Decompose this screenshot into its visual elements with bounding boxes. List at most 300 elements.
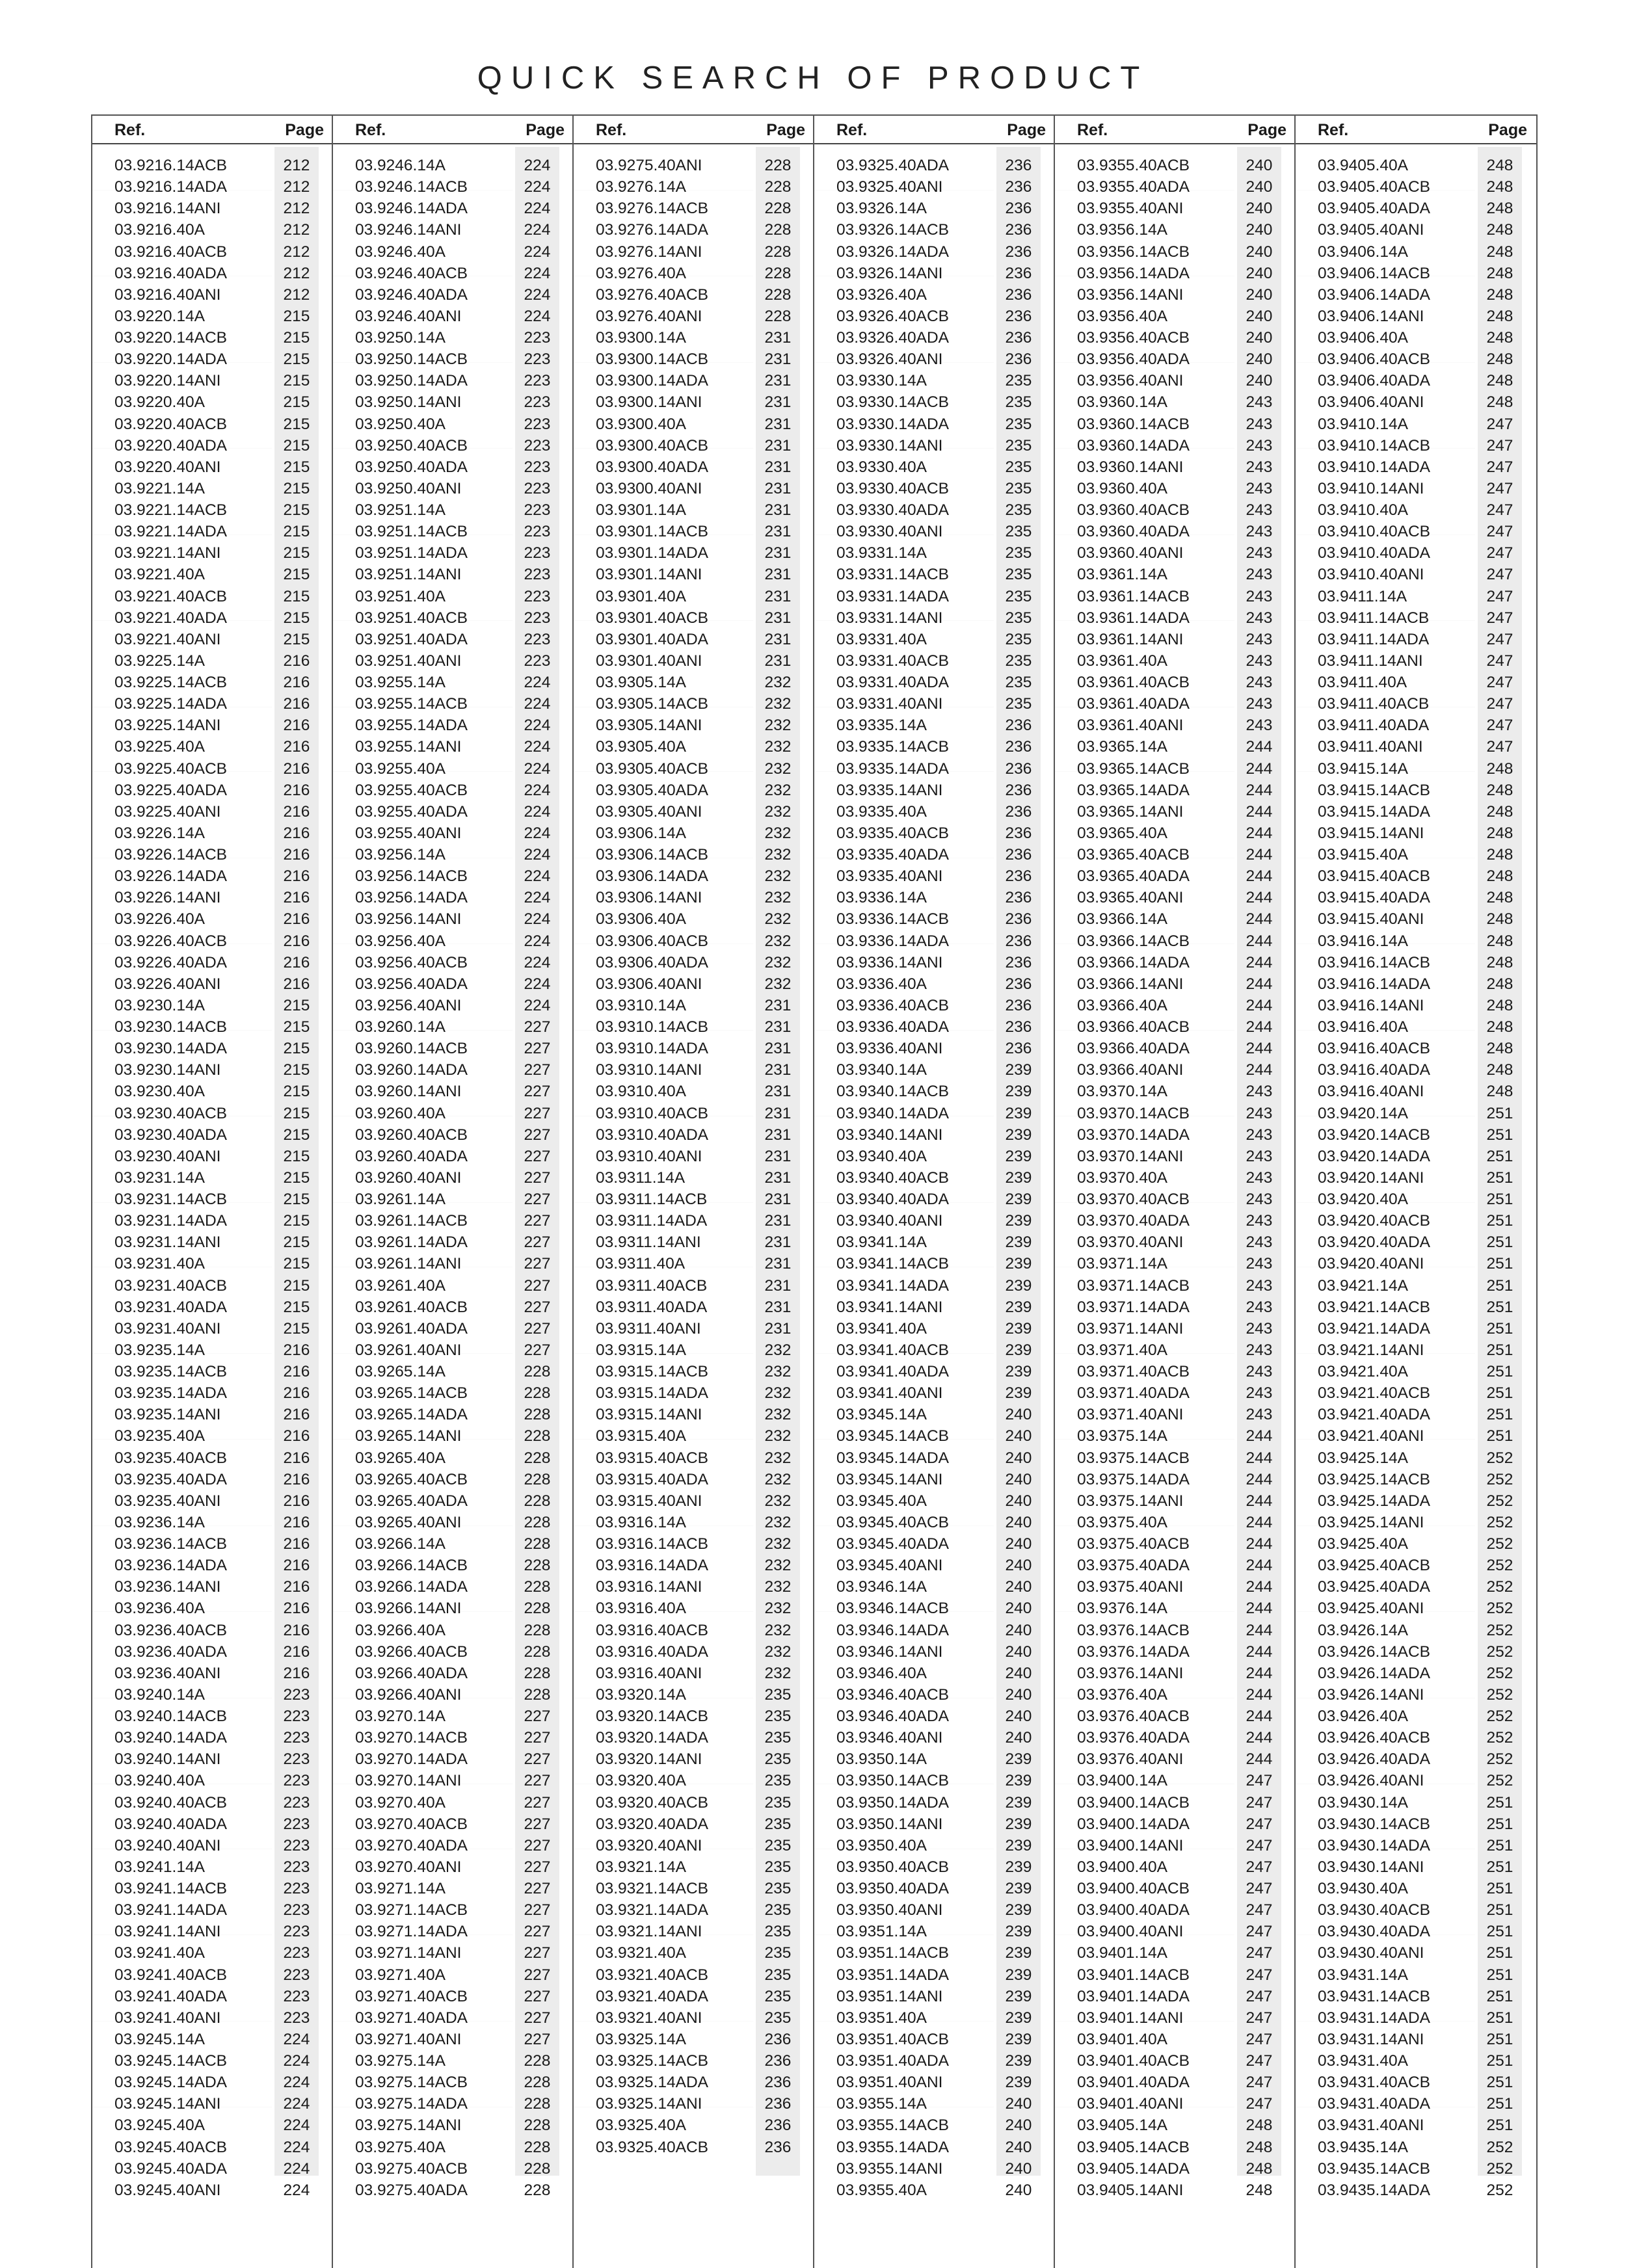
product-ref: 03.9366.40A (1077, 996, 1167, 1014)
cell-divider (1234, 758, 1236, 780)
cell-divider (994, 758, 996, 780)
table-row (1055, 176, 1296, 198)
cell-divider (272, 1124, 274, 1146)
page-number: 247 (1486, 544, 1513, 562)
table-row (1055, 2072, 1296, 2093)
table-row (1055, 1189, 1296, 1210)
product-ref: 03.9320.14A (596, 1685, 686, 1704)
table-row (333, 1210, 574, 1232)
cell-divider (272, 198, 274, 219)
cell-divider (1234, 650, 1236, 672)
cell-divider (513, 1081, 514, 1102)
table-row (574, 1964, 814, 1986)
page-number: 240 (1005, 1708, 1032, 1725)
cell-divider (272, 1835, 274, 1856)
table-row (574, 1361, 814, 1382)
table-row (92, 2072, 333, 2093)
product-ref: 03.9365.14ADA (1077, 781, 1190, 799)
table-row (1055, 1318, 1296, 1339)
cell-divider (513, 2115, 514, 2136)
table-row (1296, 1490, 1536, 1512)
table-row (1296, 1382, 1536, 1404)
page-number: 244 (1246, 1470, 1273, 1488)
cell-divider (1475, 1921, 1477, 1942)
page-number: 243 (1246, 630, 1273, 648)
page-number: 247 (1246, 1858, 1273, 1876)
page-number: 228 (524, 1535, 551, 1553)
table-row (814, 2158, 1055, 2180)
cell-divider (1475, 391, 1477, 413)
product-ref: 03.9366.40ACB (1077, 1018, 1190, 1036)
product-ref: 03.9305.40A (596, 738, 686, 756)
cell-divider (753, 1835, 755, 1856)
page-number: 252 (1486, 1664, 1513, 1682)
page-number: 232 (764, 975, 792, 993)
page-number: 223 (283, 1858, 310, 1876)
page-number: 223 (283, 1966, 310, 1984)
table-row (92, 780, 333, 801)
page-number: 228 (764, 264, 792, 282)
product-ref: 03.9366.14A (1077, 910, 1167, 929)
page-number: 223 (283, 1836, 310, 1854)
product-ref: 03.9240.40ADA (114, 1815, 227, 1833)
page-number: 247 (1486, 501, 1513, 519)
page-number: 224 (524, 243, 551, 261)
table-row (574, 1512, 814, 1533)
product-ref: 03.9336.40ACB (836, 996, 949, 1014)
table-row (814, 995, 1055, 1016)
table-row (1296, 2158, 1536, 2180)
product-ref: 03.9345.40ADA (836, 1535, 949, 1553)
cell-divider (272, 780, 274, 801)
product-ref: 03.9250.40ADA (355, 458, 468, 476)
table-row (814, 435, 1055, 456)
page-number: 235 (1005, 393, 1032, 412)
table-row (1296, 1318, 1536, 1339)
page-number: 228 (524, 1621, 551, 1639)
product-ref: 03.9230.14ANI (114, 1061, 221, 1079)
table-row (814, 306, 1055, 327)
table-row (814, 952, 1055, 973)
cell-divider (753, 1620, 755, 1641)
product-ref: 03.9410.40ANI (1318, 566, 1424, 584)
cell-divider (753, 1469, 755, 1490)
product-ref: 03.9411.14ACB (1318, 609, 1430, 627)
cell-divider (272, 241, 274, 263)
cell-divider (1475, 1878, 1477, 1899)
table-row (574, 1942, 814, 1964)
table-row (1296, 1339, 1536, 1361)
product-ref: 03.9216.14ANI (114, 200, 221, 218)
product-ref: 03.9420.14ANI (1318, 1168, 1424, 1187)
page-number: 228 (524, 2181, 551, 2199)
table-row (92, 306, 333, 327)
cell-divider (1234, 844, 1236, 865)
product-ref: 03.9346.40A (836, 1664, 927, 1682)
page-number: 224 (283, 2116, 310, 2135)
table-row (92, 349, 333, 370)
page-number: 224 (524, 932, 551, 950)
page-number: 216 (283, 1600, 310, 1618)
product-ref: 03.9400.40ACB (1077, 1880, 1190, 1897)
page-number: 243 (1246, 1191, 1273, 1208)
product-ref: 03.9320.14ANI (596, 1750, 702, 1769)
product-ref: 03.9336.14ACB (836, 910, 949, 929)
product-ref: 03.9345.14ACB (836, 1427, 949, 1445)
page-number: 244 (1246, 1664, 1273, 1682)
product-ref: 03.9370.14ACB (1077, 1104, 1190, 1122)
product-ref: 03.9271.14ANI (355, 1944, 462, 1962)
table-row (814, 1576, 1055, 1598)
page-number: 244 (1246, 953, 1273, 971)
product-ref: 03.9311.14A (596, 1168, 686, 1187)
table-row (333, 952, 574, 973)
table-row (1296, 650, 1536, 672)
cell-divider (1475, 2050, 1477, 2072)
table-row (574, 930, 814, 952)
product-ref: 03.9371.14ADA (1077, 1298, 1190, 1316)
page-number: 228 (524, 1664, 551, 1682)
cell-divider (513, 2007, 514, 2029)
page-number: 244 (1246, 889, 1273, 907)
cell-divider (272, 456, 274, 478)
page-number: 239 (1005, 1793, 1032, 1812)
cell-divider (513, 629, 514, 650)
page-number: 247 (1486, 695, 1513, 713)
product-ref: 03.9361.40A (1077, 652, 1167, 670)
product-ref: 03.9426.40ACB (1318, 1729, 1430, 1747)
page-number: 216 (283, 932, 310, 950)
table-row (92, 2158, 333, 2180)
product-ref: 03.9401.40A (1077, 2030, 1167, 2048)
product-ref: 03.9241.40ADA (114, 1987, 227, 2005)
table-row (1296, 1512, 1536, 1533)
cell-divider (1234, 823, 1236, 844)
cell-divider (272, 586, 274, 607)
table-row (1055, 1663, 1296, 1684)
page-number: 231 (764, 1061, 792, 1079)
page-number: 231 (764, 436, 792, 455)
page-number: 236 (1005, 329, 1032, 347)
table-row (92, 2180, 333, 2201)
cell-divider (753, 2137, 755, 2158)
page-number: 240 (1005, 1578, 1032, 1596)
table-row (1055, 1555, 1296, 1576)
product-ref: 03.9316.40A (596, 1600, 686, 1618)
table-row (333, 414, 574, 435)
product-ref: 03.9300.14A (596, 329, 686, 347)
cell-divider (1234, 284, 1236, 306)
page-number: 227 (524, 1126, 551, 1144)
product-ref: 03.9236.40ACB (114, 1621, 227, 1639)
table-row (1055, 1792, 1296, 1813)
cell-divider (1234, 499, 1236, 521)
page-number: 248 (1486, 243, 1513, 261)
cell-divider (994, 198, 996, 219)
product-ref: 03.9415.14A (1318, 759, 1408, 778)
table-row (574, 2007, 814, 2029)
product-ref: 03.9226.14A (114, 824, 205, 842)
page-number: 243 (1246, 1168, 1273, 1187)
product-ref: 03.9406.40ANI (1318, 393, 1424, 412)
page-number: 243 (1246, 1126, 1273, 1144)
page-number: 216 (283, 953, 310, 971)
cell-divider (1234, 1297, 1236, 1318)
cell-divider (753, 564, 755, 585)
product-ref: 03.9416.40ADA (1318, 1061, 1430, 1079)
page-number: 216 (283, 1384, 310, 1403)
table-row (333, 1016, 574, 1038)
table-row (92, 1490, 333, 1512)
product-ref: 03.9270.40A (355, 1793, 446, 1812)
page-number: 227 (524, 1987, 551, 2005)
table-row (1296, 1275, 1536, 1297)
product-ref: 03.9360.40ANI (1077, 544, 1184, 562)
table-row (574, 1490, 814, 1512)
cell-divider (994, 607, 996, 629)
table-row (92, 801, 333, 823)
page-number: 247 (1246, 1880, 1273, 1897)
table-row (814, 1856, 1055, 1878)
cell-divider (1475, 1555, 1477, 1576)
product-ref: 03.9276.40A (596, 264, 686, 282)
page-number: 251 (1486, 2009, 1513, 2027)
table-row (1055, 542, 1296, 564)
page-number: 227 (524, 2009, 551, 2027)
table-row (92, 1964, 333, 1986)
ref-header: Ref. (355, 121, 386, 139)
cell-divider (1234, 176, 1236, 198)
page-number: 235 (764, 1836, 792, 1854)
cell-divider (994, 629, 996, 650)
product-ref: 03.9265.14A (355, 1363, 446, 1380)
cell-divider (1475, 155, 1477, 176)
product-ref: 03.9331.14A (836, 544, 927, 562)
table-row (333, 349, 574, 370)
product-ref: 03.9410.40ADA (1318, 544, 1430, 562)
cell-divider (994, 650, 996, 672)
cell-divider (1475, 1942, 1477, 1964)
cell-divider (272, 1189, 274, 1210)
table-row (333, 564, 574, 585)
table-row (92, 1770, 333, 1791)
page-number: 224 (524, 802, 551, 821)
page-number: 243 (1246, 436, 1273, 455)
table-row (92, 1103, 333, 1124)
product-ref: 03.9360.40A (1077, 479, 1167, 497)
table-row (814, 1361, 1055, 1382)
product-ref: 03.9410.14ACB (1318, 436, 1430, 455)
cell-divider (513, 542, 514, 564)
product-ref: 03.9335.14A (836, 717, 927, 735)
table-row (333, 1297, 574, 1318)
cell-divider (272, 1469, 274, 1490)
table-row (814, 241, 1055, 263)
cell-divider (994, 1469, 996, 1490)
table-row (333, 1469, 574, 1490)
product-ref: 03.9225.14ACB (114, 674, 227, 691)
table-row (333, 1275, 574, 1297)
product-ref: 03.9275.14ACB (355, 2074, 468, 2092)
product-ref: 03.9225.40ADA (114, 781, 227, 799)
table-row (1296, 1533, 1536, 1555)
product-ref: 03.9240.14A (114, 1685, 205, 1704)
page-number: 252 (1486, 1492, 1513, 1510)
table-row (1296, 1964, 1536, 1986)
page-number: 240 (1005, 2138, 1032, 2156)
page-number: 228 (764, 243, 792, 261)
page-number: 212 (283, 264, 310, 282)
table-row (814, 349, 1055, 370)
table-row (814, 1620, 1055, 1641)
cell-divider (1234, 1878, 1236, 1899)
product-ref: 03.9266.40A (355, 1621, 446, 1639)
table-row (92, 1167, 333, 1189)
table-row (814, 219, 1055, 241)
table-row (814, 176, 1055, 198)
product-ref: 03.9431.14ANI (1318, 2030, 1424, 2048)
table-row (1055, 1986, 1296, 2007)
cell-divider (272, 1986, 274, 2007)
table-row (1296, 1146, 1536, 1167)
product-ref: 03.9301.40ANI (596, 652, 702, 670)
page-number: 232 (764, 1578, 792, 1596)
cell-divider (753, 930, 755, 952)
product-ref: 03.9375.14ANI (1077, 1492, 1184, 1510)
table-row (92, 435, 333, 456)
cell-divider (1475, 327, 1477, 349)
page-number: 216 (283, 889, 310, 907)
cell-divider (1234, 155, 1236, 176)
table-row (333, 499, 574, 521)
page-number: 227 (524, 1944, 551, 1962)
page-number: 251 (1486, 1427, 1513, 1445)
product-ref: 03.9316.40ADA (596, 1642, 708, 1661)
cell-divider (753, 2050, 755, 2072)
cell-divider (513, 1964, 514, 1986)
product-ref: 03.9400.14A (1077, 1772, 1167, 1790)
table-row (1055, 1641, 1296, 1663)
page-number: 248 (1486, 1083, 1513, 1101)
cell-divider (1234, 456, 1236, 478)
cell-divider (1234, 1404, 1236, 1425)
product-ref: 03.9230.40ANI (114, 1147, 221, 1165)
cell-divider (513, 844, 514, 865)
page-number: 215 (283, 1018, 310, 1036)
product-ref: 03.9351.40ADA (836, 2052, 949, 2070)
page-header: Page (1007, 121, 1046, 139)
cell-divider (1234, 1748, 1236, 1770)
product-ref: 03.9400.40ANI (1077, 1923, 1184, 1941)
cell-divider (513, 1361, 514, 1382)
page-number: 231 (764, 1104, 792, 1122)
cell-divider (753, 1146, 755, 1167)
page-number: 248 (1246, 2181, 1273, 2199)
page-number: 223 (283, 1772, 310, 1790)
page-number: 248 (1486, 372, 1513, 390)
product-ref: 03.9431.40ACB (1318, 2074, 1430, 2092)
table-row (814, 1490, 1055, 1512)
cell-divider (994, 1706, 996, 1727)
product-ref: 03.9266.40ADA (355, 1664, 468, 1682)
cell-divider (1234, 435, 1236, 456)
product-ref: 03.9325.40ACB (596, 2138, 708, 2156)
table-row (92, 1210, 333, 1232)
table-row (1055, 219, 1296, 241)
cell-divider (994, 1555, 996, 1576)
product-ref: 03.9341.14ACB (836, 1255, 949, 1273)
cell-divider (753, 693, 755, 715)
page-number: 223 (283, 2009, 310, 2027)
page-number: 228 (764, 285, 792, 304)
table-row (574, 1533, 814, 1555)
page-number: 232 (764, 1470, 792, 1488)
product-ref: 03.9216.14ADA (114, 178, 227, 196)
table-row (1296, 1641, 1536, 1663)
page-number: 240 (1005, 2159, 1032, 2178)
cell-divider (753, 542, 755, 564)
cell-divider (753, 1512, 755, 1533)
page-number: 215 (283, 566, 310, 584)
product-ref: 03.9250.14ACB (355, 350, 468, 369)
page-number: 223 (524, 479, 551, 497)
product-ref: 03.9300.40ACB (596, 436, 708, 455)
cell-divider (1475, 2093, 1477, 2115)
page-number: 231 (764, 1276, 792, 1295)
page-number: 224 (524, 285, 551, 304)
product-ref: 03.9220.14ADA (114, 350, 227, 369)
product-ref: 03.9346.40ANI (836, 1729, 943, 1747)
product-ref: 03.9430.40ADA (1318, 1923, 1430, 1941)
page-number: 252 (1486, 1772, 1513, 1790)
page-number: 232 (764, 781, 792, 799)
product-ref: 03.9341.14ANI (836, 1298, 943, 1316)
cell-divider (753, 758, 755, 780)
table-row (1055, 1964, 1296, 1986)
cell-divider (272, 1921, 274, 1942)
cell-divider (753, 844, 755, 865)
product-ref: 03.9420.14ACB (1318, 1126, 1430, 1144)
cell-divider (513, 1124, 514, 1146)
page-number: 235 (764, 1793, 792, 1812)
page-number: 244 (1246, 1708, 1273, 1725)
cell-divider (1475, 2180, 1477, 2201)
table-row (1055, 2158, 1296, 2180)
table-row (92, 1663, 333, 1684)
table-row (814, 715, 1055, 736)
table-row (1296, 542, 1536, 564)
table-row (333, 1706, 574, 1727)
product-ref: 03.9226.14ACB (114, 846, 227, 864)
cell-divider (1475, 1425, 1477, 1447)
cell-divider (1234, 1964, 1236, 1986)
page-number: 232 (764, 1492, 792, 1510)
page-number: 231 (764, 523, 792, 541)
table-row (574, 263, 814, 284)
page-number: 239 (1005, 1836, 1032, 1854)
table-row (333, 1425, 574, 1447)
cell-divider (1234, 1921, 1236, 1942)
table-row (1296, 241, 1536, 263)
cell-divider (1475, 564, 1477, 585)
cell-divider (272, 2093, 274, 2115)
page-number: 247 (1246, 1901, 1273, 1919)
product-ref: 03.9261.40ANI (355, 1341, 462, 1359)
product-ref: 03.9236.40ADA (114, 1642, 227, 1661)
cell-divider (1234, 952, 1236, 973)
page-number: 248 (1486, 264, 1513, 282)
table-row (92, 241, 333, 263)
